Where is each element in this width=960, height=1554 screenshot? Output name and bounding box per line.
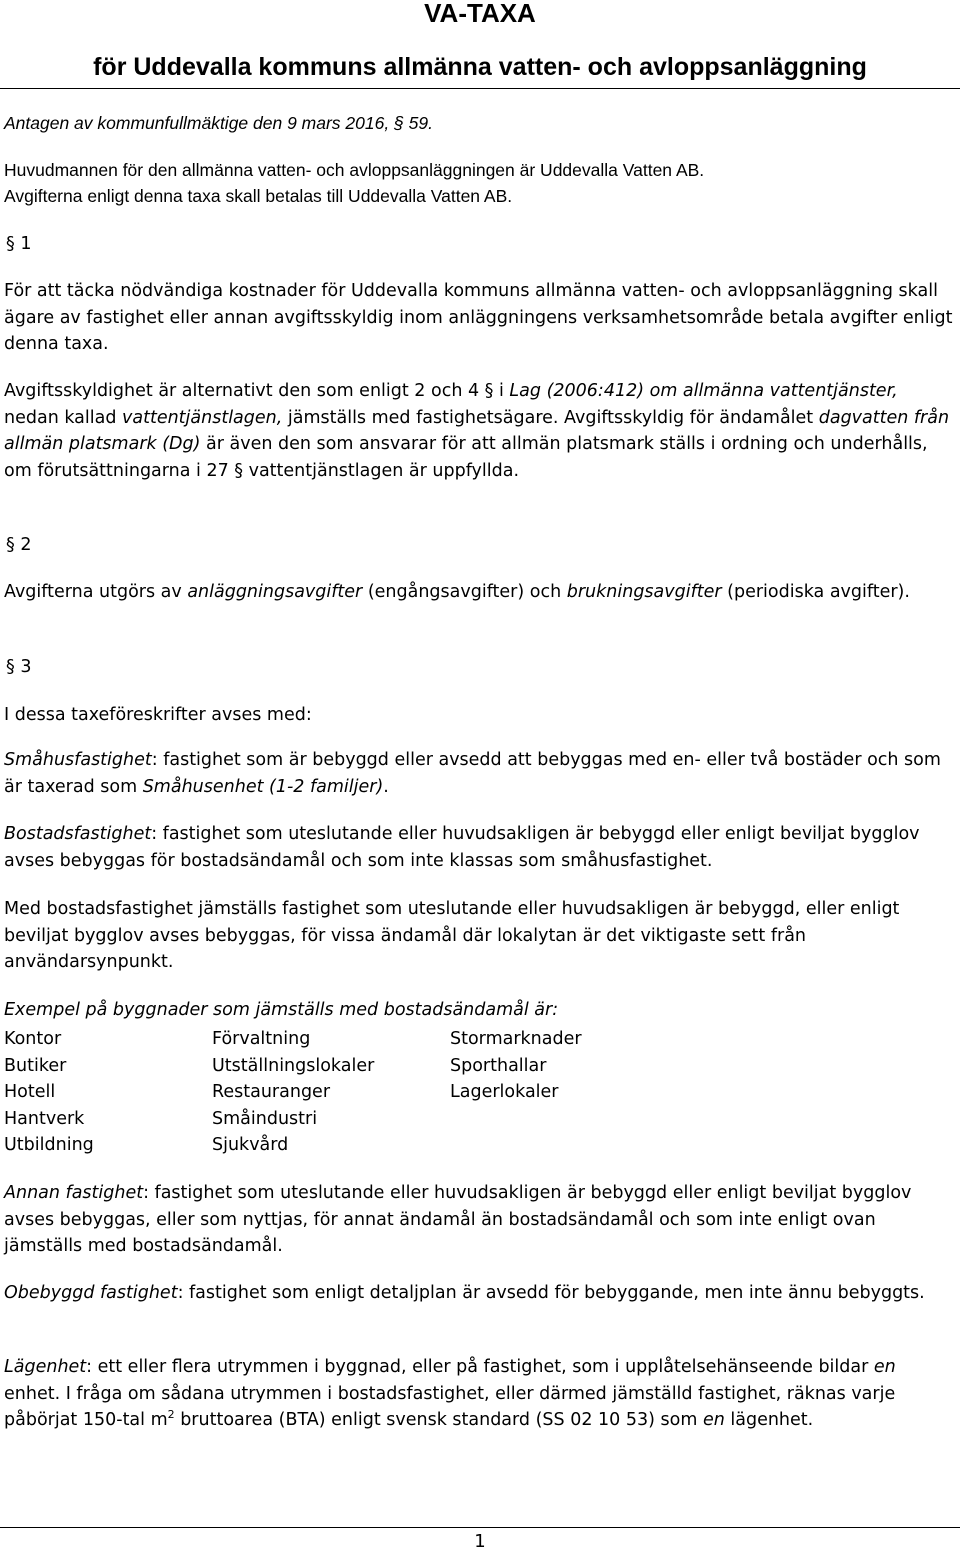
section-2-heading: § 2 xyxy=(6,535,32,555)
definition-lagenhet: Lägenhet: ett eller flera utrymmen i byggnad, eller på fastighet, som i upplåtelsehänseende bildar en enhet. I fråga om sådana utrymmen i bostadsfastighet, eller därmed jämställd fastighet, räknas varje påbörjat 150-tal $m^2$ bruttoarea (BTA) enligt svensk standard (SS 02 10 53) som en lägenhet. xyxy=(4,1357,896,1430)
page-number: 1 xyxy=(474,1531,486,1552)
example-item: Utställningslokaler xyxy=(212,1055,375,1076)
section-3-heading: § 3 xyxy=(6,657,32,677)
document-subtitle: för Uddevalla kommuns allmänna vatten- och avloppsanläggning xyxy=(93,53,867,81)
section-3-intro: I dessa taxeföreskrifter avses med: xyxy=(4,705,312,725)
definition-bostadsfastighet-note: Med bostadsfastighet jämställs fastighet som uteslutande eller huvudsakligen är bebyggd, eller enligt beviljat bygglov avses bebyggas, för vissa ändamål där lokalytan är det viktigaste sett från användarsynpunkt. xyxy=(4,899,900,972)
definition-obebyggd-fastighet: Obebyggd fastighet: fastighet som enligt detaljplan är avsedd för bebyggande, men inte ännu bebyggts. xyxy=(4,1283,925,1303)
example-item: Butiker xyxy=(4,1055,67,1076)
footer-rule xyxy=(0,1527,960,1528)
adoption-line xyxy=(4,110,954,137)
section-1-paragraph-1: För att täcka nödvändiga kostnader för Uddevalla kommuns allmänna vatten- och avloppsanläggning skall ägare av fastighet eller annan avgiftsskyldig inom anläggningens verksamhetsområde betala avgifter enligt denna taxa. xyxy=(4,281,953,354)
example-item: Förvaltning xyxy=(212,1029,311,1049)
example-item: Sporthallar xyxy=(450,1055,547,1076)
section-1-paragraph-2: Avgiftsskyldighet är alternativt den som enligt 2 och 4 § i Lag (2006:412) om allmänna vattentjänster, nedan kallad vattentjänstlagen, jämställs med fastighetsägare. Avgiftsskyldig för ändamålet dagvatten från allmän platsmark (Dg) är även den som ansvarar för att allmän platsmark ställs i ordning och underhålls, om förutsättningarna i 27 § vattentjänstlagen är uppfyllda. xyxy=(4,381,950,481)
example-item: Utbildning xyxy=(4,1135,94,1155)
example-item: Hotell xyxy=(4,1082,56,1102)
examples-list xyxy=(4,1026,624,1159)
header-rule xyxy=(0,88,960,89)
example-item: Småindustri xyxy=(212,1108,318,1129)
intro-line-1: Huvudmannen för den allmänna vatten- och avloppsanläggningen är Uddevalla Vatten AB. xyxy=(4,160,705,180)
example-item xyxy=(450,1106,624,1133)
intro-line-2: Avgifterna enligt denna taxa skall betalas till Uddevalla Vatten AB. xyxy=(4,186,513,206)
definition-smahusfastighet: Småhusfastighet: fastighet som är bebyggd eller avsedd att bebyggas med en- eller två bostäder och som är taxerad som Småhusenhet (1-2 familjer). xyxy=(4,750,941,797)
example-item: Kontor xyxy=(4,1029,62,1049)
example-item: Lagerlokaler xyxy=(450,1082,559,1102)
section-1-heading: § 1 xyxy=(6,234,32,254)
definition-annan-fastighet: Annan fastighet: fastighet som uteslutande eller huvudsakligen är bebyggd eller enligt beviljat bygglov avses bebyggas, eller som nyttjas, för annat ändamål än bostadsändamål och som inte enligt ovan jämställs med bostadsändamål. xyxy=(4,1183,912,1256)
definition-bostadsfastighet: Bostadsfastighet: fastighet som uteslutande eller huvudsakligen är bebyggd eller enligt beviljat bygglov avses bebyggas för bostadsändamål och som inte klassas som småhusfastighet. xyxy=(4,824,920,871)
examples-heading: Exempel på byggnader som jämställs med bostadsändamål är: xyxy=(4,1000,559,1020)
example-item xyxy=(450,1132,624,1159)
example-item: Hantverk xyxy=(4,1108,85,1129)
adoption-text: Antagen av kommunfullmäktige den 9 mars 2016, § 59. xyxy=(4,113,433,133)
example-item: Sjukvård xyxy=(212,1135,289,1155)
example-item: Stormarknader xyxy=(450,1029,582,1049)
document-title: VA-TAXA xyxy=(424,0,536,28)
section-2-paragraph: Avgifterna utgörs av anläggningsavgifter (engångsavgifter) och brukningsavgifter (periodiska avgifter). xyxy=(4,582,910,602)
example-item: Restauranger xyxy=(212,1082,331,1102)
